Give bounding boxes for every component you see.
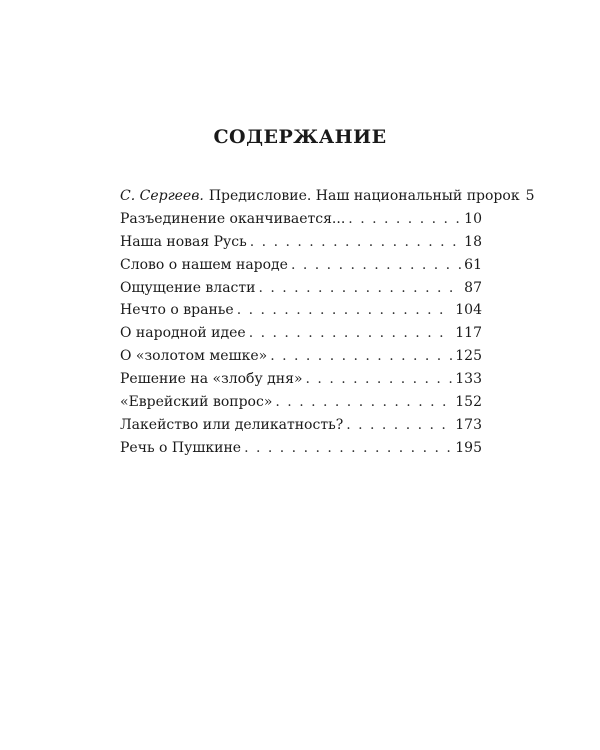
toc-entry-title: О народной идее xyxy=(120,325,246,342)
toc-entry xyxy=(120,437,482,460)
toc-entry-page: 125 xyxy=(455,348,482,365)
toc-entry-page: 117 xyxy=(455,325,482,342)
toc-entry xyxy=(120,231,482,254)
toc-entry-title: Ощущение власти xyxy=(120,279,256,296)
toc-entry xyxy=(120,277,482,300)
toc-entry xyxy=(120,345,482,368)
toc-entry-title: Решение на «злобу дня» xyxy=(120,371,303,388)
toc-entry-page: 152 xyxy=(455,394,482,411)
dot-leader xyxy=(249,322,453,345)
dot-leader xyxy=(250,231,461,254)
table-of-contents xyxy=(120,185,535,460)
toc-entry xyxy=(120,208,482,231)
toc-entry-page: 133 xyxy=(455,371,482,388)
toc-entry-page: 5 xyxy=(525,188,535,204)
dot-leader xyxy=(244,437,452,460)
toc-entry xyxy=(120,322,482,345)
dot-leader xyxy=(270,345,452,368)
toc-entry-page: 195 xyxy=(455,439,482,456)
toc-entry-preface xyxy=(120,185,535,208)
toc-entry-title: Нечто о вранье xyxy=(120,302,234,319)
toc-entry-title: О «золотом мешке» xyxy=(120,348,268,365)
dot-leader xyxy=(346,414,452,437)
toc-entry-title: Речь о Пушкине xyxy=(120,439,242,456)
toc-entry-page: 61 xyxy=(464,256,482,273)
toc-entry xyxy=(120,414,482,437)
toc-entry xyxy=(120,391,482,414)
toc-entry-page: 173 xyxy=(455,416,482,433)
contents-heading: СОДЕРЖАНИЕ xyxy=(213,126,387,148)
dot-leader xyxy=(237,299,453,322)
dot-leader xyxy=(275,391,452,414)
toc-entry-title: Лакейство или деликатность? xyxy=(120,416,344,433)
toc-entry-author: С. Сергеев. xyxy=(120,188,204,204)
toc-entry-title: Наша новая Русь xyxy=(120,233,247,250)
toc-entry-page: 104 xyxy=(455,302,482,319)
dot-leader xyxy=(258,277,461,300)
toc-entry-page: 10 xyxy=(464,210,482,227)
toc-entry xyxy=(120,368,482,391)
toc-entry-page: 18 xyxy=(464,233,482,250)
toc-entry-page: 87 xyxy=(464,279,482,296)
dot-leader xyxy=(306,368,453,391)
toc-entry-title: Разъединение оканчивается... xyxy=(120,210,346,227)
toc-entry-title: Предисловие. Наш национальный пророк xyxy=(208,188,520,204)
toc-entry-title: «Еврейский вопрос» xyxy=(120,394,273,411)
toc-entry xyxy=(120,254,482,277)
dot-leader xyxy=(348,208,461,231)
toc-entry-title: Слово о нашем народе xyxy=(120,256,288,273)
dot-leader xyxy=(291,254,461,277)
toc-entry xyxy=(120,299,482,322)
